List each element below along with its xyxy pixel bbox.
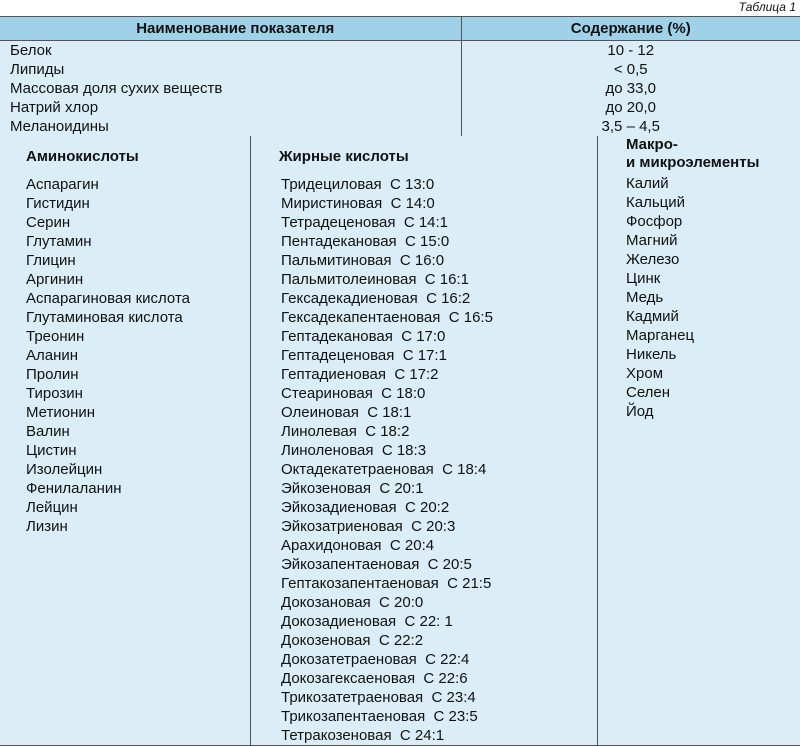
indicators-table — [0, 16, 800, 137]
indicator-row — [0, 117, 800, 137]
mineral-item: Хром — [626, 365, 664, 382]
mineral-item: Железо — [626, 251, 680, 268]
indicator-name: Липиды — [0, 60, 461, 79]
fatty-acid-item: Тридециловая С 13:0 — [281, 176, 435, 193]
amino-acid-item: Метионин — [26, 404, 96, 421]
amino-acid-item: Лейцин — [26, 499, 78, 516]
amino-acid-item: Пролин — [26, 366, 79, 383]
minerals-list — [626, 174, 694, 421]
fatty-acid-item: Эйкозапентаеновая С 20:5 — [281, 556, 472, 573]
amino-acid-item: Треонин — [26, 328, 85, 345]
fatty-acid-item: Октадекатетраеновая С 18:4 — [281, 461, 487, 478]
indicator-name: Меланоидины — [0, 117, 461, 137]
fatty-acid-item: Пальмитолеиновая С 16:1 — [281, 271, 469, 288]
mineral-item: Никель — [626, 346, 677, 363]
indicator-name: Массовая доля сухих веществ — [0, 79, 461, 98]
fatty-acid-item: Докозагексаеновая С 22:6 — [281, 670, 468, 687]
amino-acids-list — [26, 175, 190, 536]
fatty-acids-list — [281, 175, 493, 745]
mineral-item: Марганец — [626, 327, 695, 344]
indicator-name: Натрий хлор — [0, 98, 461, 117]
fatty-acid-item: Гексадекапентаеновая С 16:5 — [281, 309, 493, 326]
indicator-row — [0, 41, 800, 61]
table-header-row — [0, 17, 800, 41]
mineral-item: Селен — [626, 384, 671, 401]
amino-acid-item: Глицин — [26, 252, 76, 269]
mineral-item: Медь — [626, 289, 664, 306]
mineral-item: Фосфор — [626, 213, 683, 230]
amino-acid-item: Валин — [26, 423, 70, 440]
fatty-acid-item: Докозадиеновая С 22: 1 — [281, 613, 453, 630]
indicator-name: Белок — [0, 41, 461, 61]
fatty-acid-item: Трикозатетраеновая С 23:4 — [281, 689, 476, 706]
mineral-item: Кальций — [626, 194, 685, 211]
fatty-acid-item: Пентадекановая С 15:0 — [281, 233, 450, 250]
table-caption: Таблица 1 — [738, 0, 796, 14]
fatty-acids-heading: Жирные кислоты — [279, 148, 409, 165]
header-value-col: Содержание (%) — [461, 17, 800, 41]
amino-acid-item: Глутамин — [26, 233, 92, 250]
indicator-value: до 20,0 — [605, 99, 656, 116]
fatty-acid-item: Докозеновая С 22:2 — [281, 632, 424, 649]
fatty-acid-item: Арахидоновая С 20:4 — [281, 537, 435, 554]
amino-acid-item: Глутаминовая кислота — [26, 309, 183, 326]
amino-acids-heading: Аминокислоты — [26, 148, 139, 165]
fatty-acid-item: Пальмитиновая С 16:0 — [281, 252, 445, 269]
column-divider — [250, 136, 251, 745]
indicator-value: 3,5 – 4,5 — [461, 117, 800, 137]
indicator-value: до 33,0 — [605, 80, 656, 97]
amino-acid-item: Аспарагин — [26, 176, 99, 193]
indicator-value: < 0,5 — [613, 61, 648, 78]
fatty-acid-item: Тетрадеценовая С 14:1 — [281, 214, 449, 231]
fatty-acid-item: Гептадиеновая С 17:2 — [281, 366, 439, 383]
mineral-item: Цинк — [626, 270, 661, 287]
amino-acid-item: Лизин — [26, 518, 68, 535]
amino-acid-item: Изолейцин — [26, 461, 103, 478]
fatty-acid-item: Эйкозадиеновая С 20:2 — [281, 499, 450, 516]
amino-acid-item: Аспарагиновая кислота — [26, 290, 190, 307]
minerals-heading — [626, 136, 759, 172]
amino-acid-item: Серин — [26, 214, 71, 231]
indicator-row — [0, 79, 800, 98]
indicator-row — [0, 98, 800, 117]
amino-acid-item: Фенилаланин — [26, 480, 122, 497]
fatty-acid-item: Тетракозеновая С 24:1 — [281, 727, 445, 744]
fatty-acid-item: Эйкозатриеновая С 20:3 — [281, 518, 456, 535]
fatty-acid-item: Стеариновая С 18:0 — [281, 385, 426, 402]
mineral-item: Калий — [626, 175, 669, 192]
fatty-acid-item: Гексадекадиеновая С 16:2 — [281, 290, 471, 307]
minerals-heading-line1: Макро- — [626, 136, 678, 153]
mineral-item: Кадмий — [626, 308, 679, 325]
fatty-acid-item: Докозановая С 20:0 — [281, 594, 424, 611]
fatty-acid-item: Линоленовая С 18:3 — [281, 442, 427, 459]
header-name-col: Наименование показателя — [0, 17, 461, 41]
composition-panel — [0, 136, 800, 746]
fatty-acid-item: Гептадекановая С 17:0 — [281, 328, 446, 345]
amino-acid-item: Аргинин — [26, 271, 84, 288]
mineral-item: Йод — [626, 403, 654, 420]
indicator-row — [0, 60, 800, 79]
amino-acid-item: Цистин — [26, 442, 77, 459]
fatty-acid-item: Докозатетраеновая С 22:4 — [281, 651, 470, 668]
fatty-acid-item: Олеиновая С 18:1 — [281, 404, 412, 421]
column-divider — [597, 136, 598, 745]
fatty-acid-item: Гептакозапентаеновая С 21:5 — [281, 575, 492, 592]
amino-acid-item: Аланин — [26, 347, 79, 364]
indicator-value: 10 - 12 — [607, 42, 655, 59]
fatty-acid-item: Миристиновая С 14:0 — [281, 195, 435, 212]
mineral-item: Магний — [626, 232, 678, 249]
amino-acid-item: Гистидин — [26, 195, 90, 212]
amino-acid-item: Тирозин — [26, 385, 83, 402]
minerals-heading-line2: и микроэлементы — [626, 154, 760, 171]
fatty-acid-item: Линолевая С 18:2 — [281, 423, 410, 440]
fatty-acid-item: Эйкозеновая С 20:1 — [281, 480, 424, 497]
fatty-acid-item: Трикозапентаеновая С 23:5 — [281, 708, 478, 725]
fatty-acid-item: Гептадеценовая С 17:1 — [281, 347, 447, 364]
